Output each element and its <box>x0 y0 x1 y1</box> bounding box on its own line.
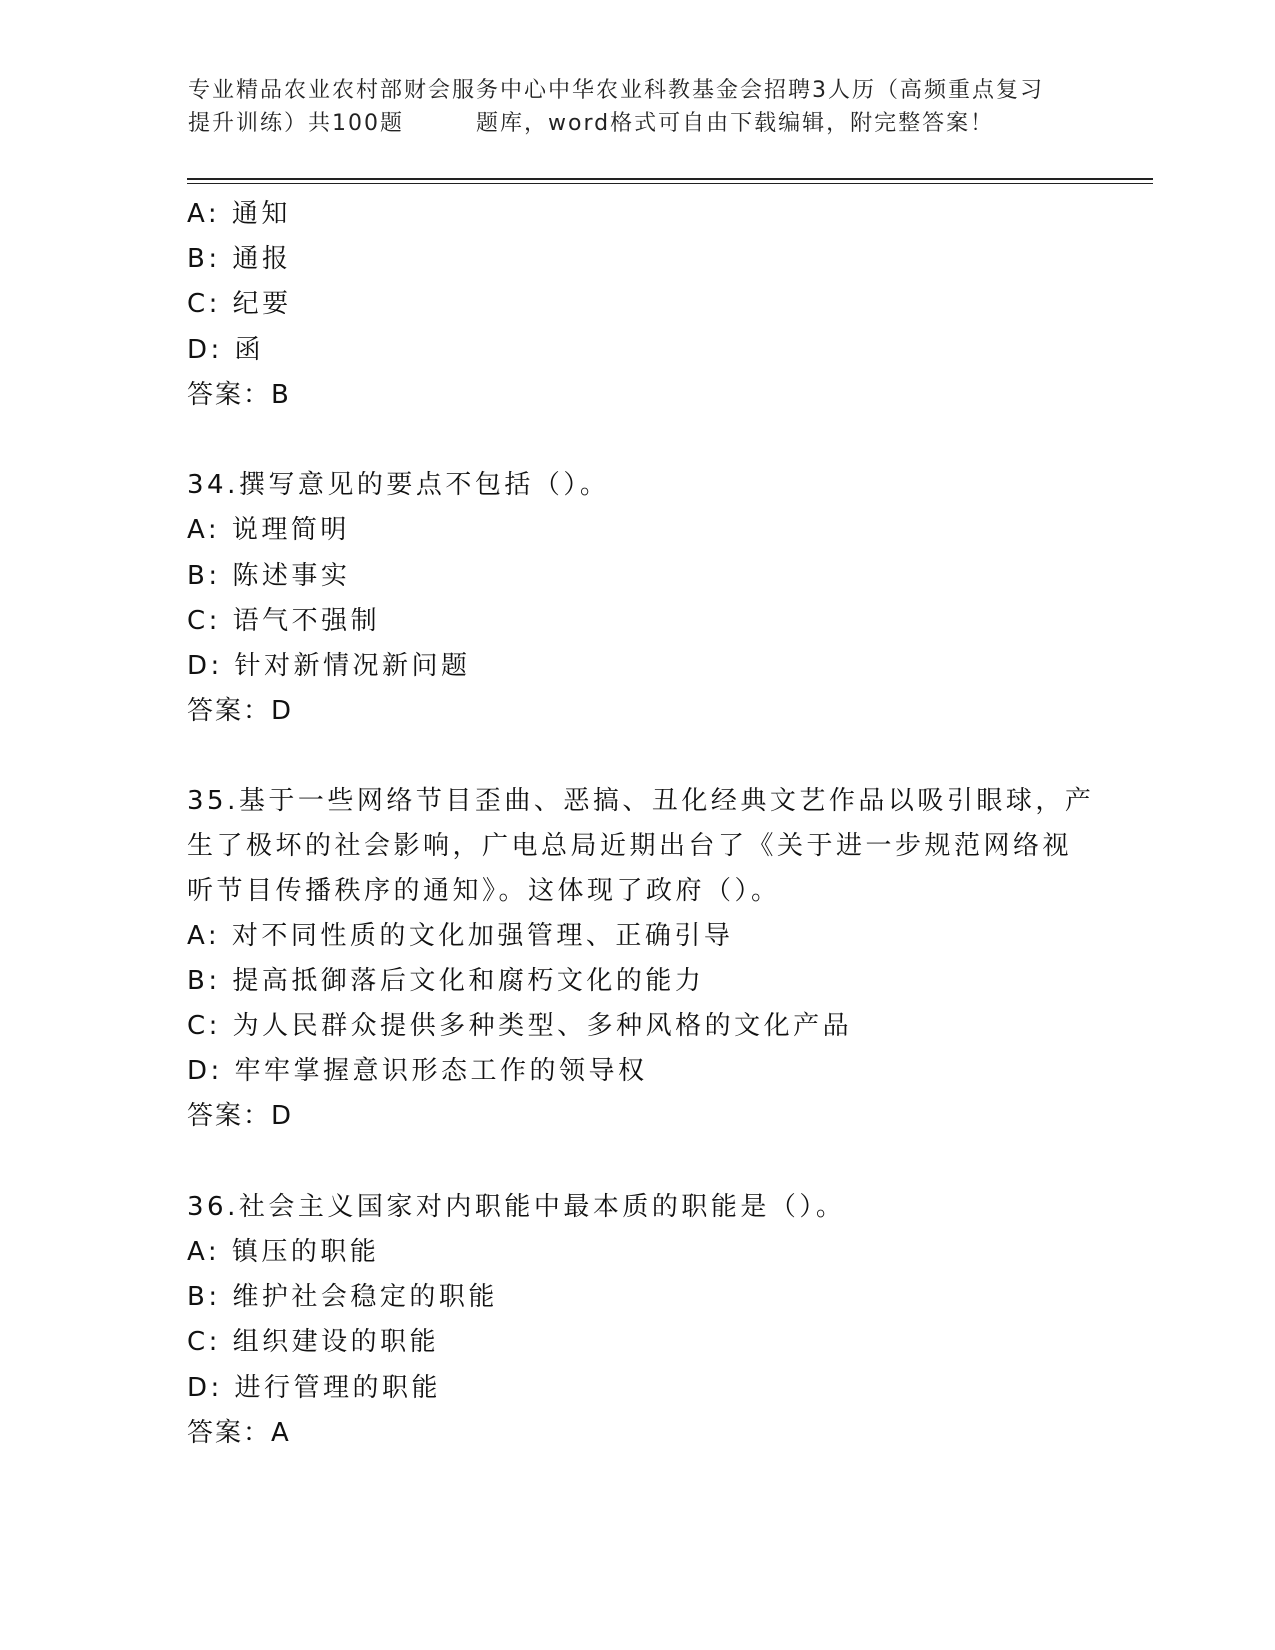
q36-option-b: B: 维护社会稳定的职能 <box>187 1282 498 1312</box>
q35-option-c: C: 为人民群众提供多种类型、多种风格的文化产品 <box>187 1011 853 1041</box>
q35-stem-line-3: 听节目传播秩序的通知》。这体现了政府（）。 <box>187 876 781 906</box>
q33-option-a: A: 通知 <box>187 199 291 229</box>
q34-option-d: D: 针对新情况新问题 <box>187 651 471 681</box>
q36-answer: 答案：A <box>187 1418 291 1448</box>
q35-option-d: D: 牢牢掌握意识形态工作的领导权 <box>187 1056 648 1086</box>
q35-answer: 答案：D <box>187 1101 294 1131</box>
header-title-part-2: 题库，word格式可自由下载编辑，附完整答案！ <box>476 111 995 136</box>
q36-option-d: D: 进行管理的职能 <box>187 1373 442 1403</box>
q33-option-b: B: 通报 <box>187 244 292 274</box>
document-header <box>188 74 1088 140</box>
q34-option-c: C: 语气不强制 <box>187 606 381 636</box>
q35-option-a: A: 对不同性质的文化加强管理、正确引导 <box>187 921 734 951</box>
q34-option-a: A: 说理简明 <box>187 515 350 545</box>
q36-stem: 36.社会主义国家对内职能中最本质的职能是（）。 <box>187 1192 846 1222</box>
header-title-part-1: 提升训练）共100题 <box>188 111 404 136</box>
q34-answer: 答案：D <box>187 696 294 726</box>
q33-option-c: C: 纪要 <box>187 289 292 319</box>
q36-option-c: C: 组织建设的职能 <box>187 1327 440 1357</box>
q35-option-b: B: 提高抵御落后文化和腐朽文化的能力 <box>187 966 705 996</box>
q35-stem-line-1: 35.基于一些网络节目歪曲、恶搞、丑化经典文艺作品以吸引眼球，产 <box>187 786 1095 816</box>
q35-stem-line-2: 生了极坏的社会影响，广电总局近期出台了《关于进一步规范网络视 <box>187 831 1073 861</box>
header-title-line-1: 专业精品农业农村部财会服务中心中华农业科教基金会招聘3人历（高频重点复习 <box>188 78 1044 103</box>
q34-stem: 34.撰写意见的要点不包括（）。 <box>187 470 610 500</box>
q33-answer: 答案：B <box>187 380 291 410</box>
header-rule-thin <box>187 183 1153 184</box>
header-rule-thick <box>187 178 1153 180</box>
q33-option-d: D: 函 <box>187 335 265 365</box>
q34-option-b: B: 陈述事实 <box>187 561 351 591</box>
header-title-line-2 <box>188 107 1088 140</box>
q36-option-a: A: 镇压的职能 <box>187 1237 380 1267</box>
